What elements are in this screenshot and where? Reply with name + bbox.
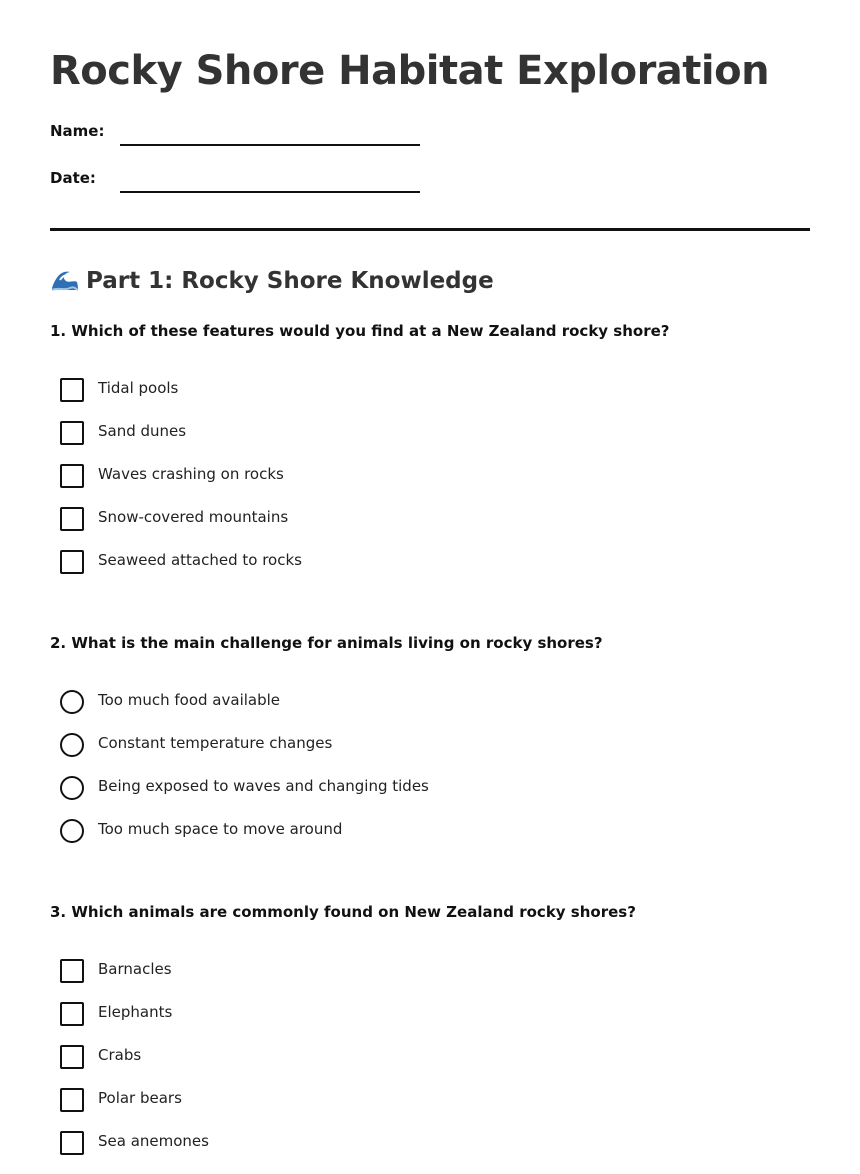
question-1	[50, 322, 810, 569]
radio-button[interactable]	[60, 776, 84, 800]
option-label: Snow-covered mountains	[98, 508, 289, 526]
option-label: Too much food available	[98, 691, 281, 709]
checkbox[interactable]	[60, 550, 84, 574]
wave-icon	[50, 266, 80, 292]
date-label: Date:	[50, 169, 96, 187]
radio-button[interactable]	[60, 690, 84, 714]
checkbox[interactable]	[60, 464, 84, 488]
option-label: Too much space to move around	[98, 820, 343, 838]
option-label: Polar bears	[98, 1089, 182, 1107]
part-1-heading	[50, 266, 494, 294]
option-label: Being exposed to waves and changing tides	[98, 777, 429, 795]
option-label: Waves crashing on rocks	[98, 465, 284, 483]
name-label: Name:	[50, 122, 105, 140]
radio-button[interactable]	[60, 819, 84, 843]
option-label: Tidal pools	[98, 379, 179, 397]
name-field	[50, 118, 470, 148]
question-2	[50, 634, 810, 838]
option-label: Sand dunes	[98, 422, 187, 440]
checkbox[interactable]	[60, 1045, 84, 1069]
checkbox[interactable]	[60, 421, 84, 445]
section-divider	[50, 228, 810, 231]
checkbox[interactable]	[60, 1088, 84, 1112]
date-field	[50, 165, 470, 195]
checkbox[interactable]	[60, 1002, 84, 1026]
part-1-title: Part 1: Rocky Shore Knowledge	[86, 268, 494, 294]
option-label: Sea anemones	[98, 1132, 209, 1150]
worksheet-title: Rocky Shore Habitat Exploration	[50, 48, 770, 94]
checkbox[interactable]	[60, 378, 84, 402]
question-2-text: 2. What is the main challenge for animals living on rocky shores?	[50, 634, 603, 652]
checkbox[interactable]	[60, 1131, 84, 1155]
option-label: Barnacles	[98, 960, 172, 978]
date-blank-line[interactable]	[120, 191, 420, 193]
option-label: Crabs	[98, 1046, 142, 1064]
option-label: Constant temperature changes	[98, 734, 333, 752]
checkbox[interactable]	[60, 507, 84, 531]
radio-button[interactable]	[60, 733, 84, 757]
checkbox[interactable]	[60, 959, 84, 983]
option-label: Elephants	[98, 1003, 173, 1021]
name-blank-line[interactable]	[120, 144, 420, 146]
question-3-text: 3. Which animals are commonly found on New Zealand rocky shores?	[50, 903, 636, 921]
question-1-text: 1. Which of these features would you find at a New Zealand rocky shore?	[50, 322, 670, 340]
question-3	[50, 903, 810, 1150]
option-label: Seaweed attached to rocks	[98, 551, 302, 569]
